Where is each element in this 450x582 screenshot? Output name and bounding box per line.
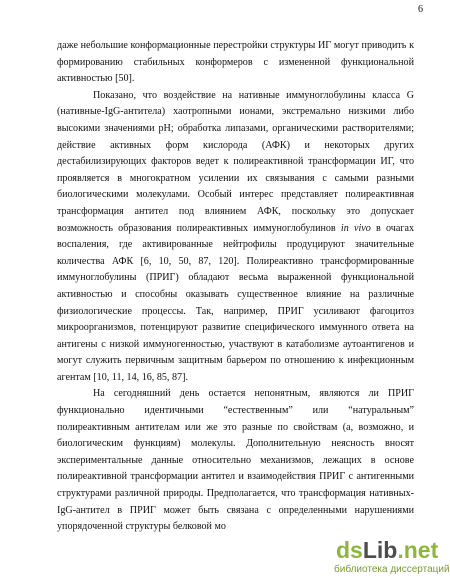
dslib-watermark	[334, 536, 450, 580]
svg-text:dsLib.net: dsLib.net	[336, 537, 439, 563]
text-run: в очагах воспаления, где активированные нейтрофилы продуцируют значительные количества АФК [6, 10, 50, 87, 120]. Полиреактивно трансформированные иммуноглобулины (ПРИГ) обладают весьма выраженной функциональной активностью и способны оказывать существенное влияние на различные физиологические процессы. Так, например, ПРИГ усиливают фагоцитоз микроорганизмов, потенцируют развитие специфического иммунного ответа на антигены с низкой иммуногенностью, участвуют в катаболизме аутоантигенов и могут служить первичным защитным барьером по отношению к инфекционным агентам [10, 11, 14, 16, 85, 87].	[57, 222, 415, 383]
document-text	[57, 38, 414, 536]
paragraph	[57, 386, 414, 535]
paragraph	[57, 38, 414, 88]
watermark-caption: библиотека диссертаций	[334, 564, 450, 575]
page-number: 6	[418, 4, 423, 15]
italic-text: in vivo	[340, 222, 371, 234]
text-run: На сегодняшний день остается непонятным, являются ли ПРИГ функционально идентичными “естественным” или “натуральным” полиреактивным антителам или же это разные по свойствам (а, возможно, и биологическим функциям) молекулы. Дополнительную неясность вносят экспериментальные данные относительно механизмов, лежащих в основе полиреактивной трансформации антител и взаимодействия ПРИГ с антигенными структурами различной природы. Предполагается, что трансформация нативных-IgG-антител в ПРИГ может быть связана с определенными нарушениями упорядоченной структуры белковой мо	[57, 388, 414, 533]
text-run: Показано, что воздействие на нативные иммуноглобулины класса G (нативные-IgG-антитела) хаотропными ионами, экстремально низкими либо высокими значениями pH; обработка липазами, органическими растворителями; действие активных форм кислорода (АФК) и некоторых других дестабилизирующих факторов ведет к полиреактивной трансформации ИГ, что проявляется в многократном усилении их связывания с самыми разными биологическими молекулами. Особый интерес представляет полиреактивная трансформация антител под влиянием АФК, поскольку это допускает возможность образования полиреактивных иммуноглобулинов	[57, 89, 414, 234]
dslib-logo	[334, 536, 446, 564]
paragraph	[57, 88, 414, 387]
text-run: даже небольшие конформационные перестройки структуры ИГ могут приводить к формированию стабильных конформеров с измененной функциональной активностью [50].	[57, 40, 414, 85]
